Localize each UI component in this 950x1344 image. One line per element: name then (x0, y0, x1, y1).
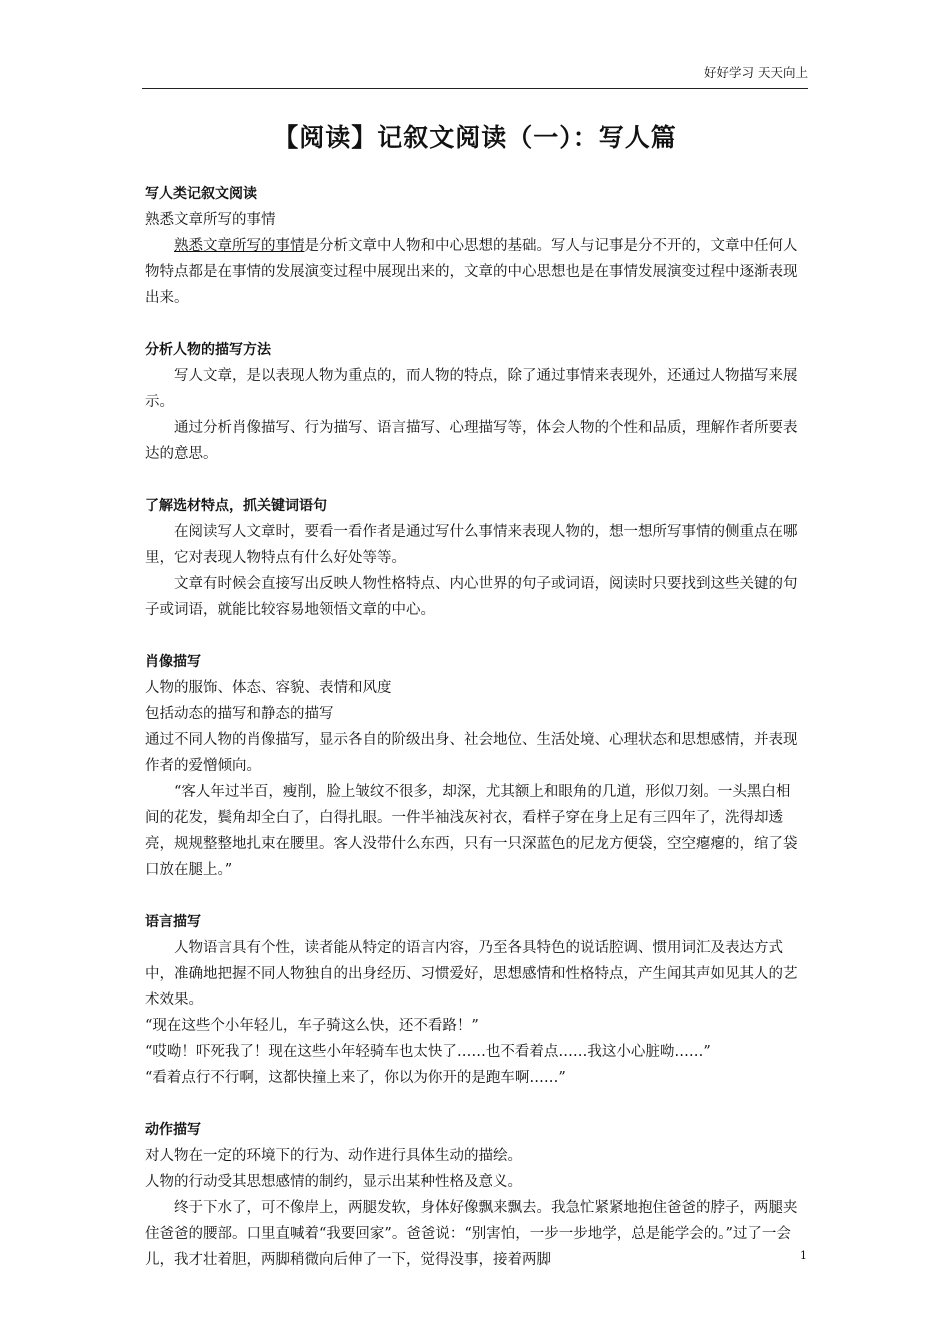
paragraph: 通过分析肖像描写、行为描写、语言描写、心理描写等，体会人物的个性和品质，理解作者所要表达的意思。 (145, 420, 798, 462)
spacer (145, 467, 799, 493)
underlined-phrase: 熟悉文章所写的事情 (174, 238, 305, 254)
spacer (145, 311, 799, 337)
paragraph: 人物的服饰、体态、容貌、表情和风度 (145, 680, 392, 696)
section-heading: 分析人物的描写方法 (145, 342, 271, 358)
header-text: 好好学习 天天向上 (704, 65, 808, 80)
paragraph: 对人物在一定的环境下的行为、动作进行具体生动的描绘。 (145, 1148, 522, 1164)
quote-line: “看着点行不行啊，这都快撞上来了，你以为你开的是跑车啊……” (145, 1070, 566, 1086)
paragraph: 写人文章，是以表现人物为重点的，而人物的特点，除了通过事情来表现外，还通过人物描写来展示。 (145, 368, 798, 410)
section-heading: 语言描写 (145, 914, 201, 930)
page-number: 1 (800, 1249, 807, 1262)
paragraph: 在阅读写人文章时，要看一看作者是通过写什么事情来表现人物的，想一想所写事情的侧重点在哪里，它对表现人物特点有什么好处等等。 (145, 524, 798, 566)
section-heading: 了解选材特点，抓关键词语句 (145, 498, 327, 514)
page-header (142, 64, 808, 89)
paragraph: 人物语言具有个性，读者能从特定的语言内容，乃至各具特色的说话腔调、惯用词汇及表达方式中，准确地把握不同人物独自的出身经历、习惯爱好，思想感情和性格特点，产生闻其声如见其人的艺术效果。 (145, 940, 798, 1008)
paragraph: 人物的行动受其思想感情的制约，显示出某种性格及意义。 (145, 1174, 522, 1190)
section-heading: 肖像描写 (145, 654, 201, 670)
document-title: 【阅读】记叙文阅读（一）：写人篇 (273, 123, 677, 152)
paragraph: 终于下水了，可不像岸上，两腿发软，身体好像飘来飘去。我急忙紧紧地抱住爸爸的脖子，两腿夹住爸爸的腰部。口里直喊着“我要回家”。爸爸说：“别害怕，一步一步地学，总是能学会的。”过了一会儿，我才壮着胆，两脚稍微向后伸了一下，觉得没事，接着两脚 (145, 1200, 798, 1268)
paragraph: 通过不同人物的肖像描写，显示各自的阶级出身、社会地位、生活处境、心理状态和思想感情，并表现作者的爱憎倾向。 (145, 732, 798, 774)
paragraph: 包括动态的描写和静态的描写 (145, 706, 334, 722)
paragraph (145, 233, 799, 311)
quote-line: “哎呦！吓死我了！现在这些小年轻骑车也太快了……也不看着点……我这小心脏呦……” (145, 1044, 711, 1060)
section-heading: 写人类记叙文阅读 (145, 186, 257, 202)
section-heading: 动作描写 (145, 1122, 201, 1138)
paragraph-text: 是分析文章中人物和中心思想的基础。写人与记事是分不开的，文章中任何人物特点都是在事情的发展演变过程中展现出来的，文章的中心思想也是在事情发展演变过程中逐渐表现出来。 (145, 238, 798, 306)
spacer (145, 1091, 799, 1117)
subheading: 熟悉文章所写的事情 (145, 212, 276, 228)
example-quote: “客人年过半百，瘦削，脸上皱纹不很多，却深，尤其额上和眼角的几道，形似刀刻。一头黑白相间的花发，鬓角却全白了，白得扎眼。一件半袖浅灰衬衣，看样子穿在身上足有三四年了，洗得却透亮，规规整整地扎束在腰里。客人没带什么东西，只有一只深蓝色的尼龙方便袋，空空瘪瘪的，绾了袋口放在腿上。” (145, 784, 798, 878)
spacer (145, 883, 799, 909)
document-body (145, 181, 799, 1273)
paragraph: 文章有时候会直接写出反映人物性格特点、内心世界的句子或词语，阅读时只要找到这些关键的句子或词语，就能比较容易地领悟文章的中心。 (145, 576, 798, 618)
spacer (145, 623, 799, 649)
quote-line: “现在这些个小年轻儿，车子骑这么快，还不看路！” (145, 1018, 479, 1034)
